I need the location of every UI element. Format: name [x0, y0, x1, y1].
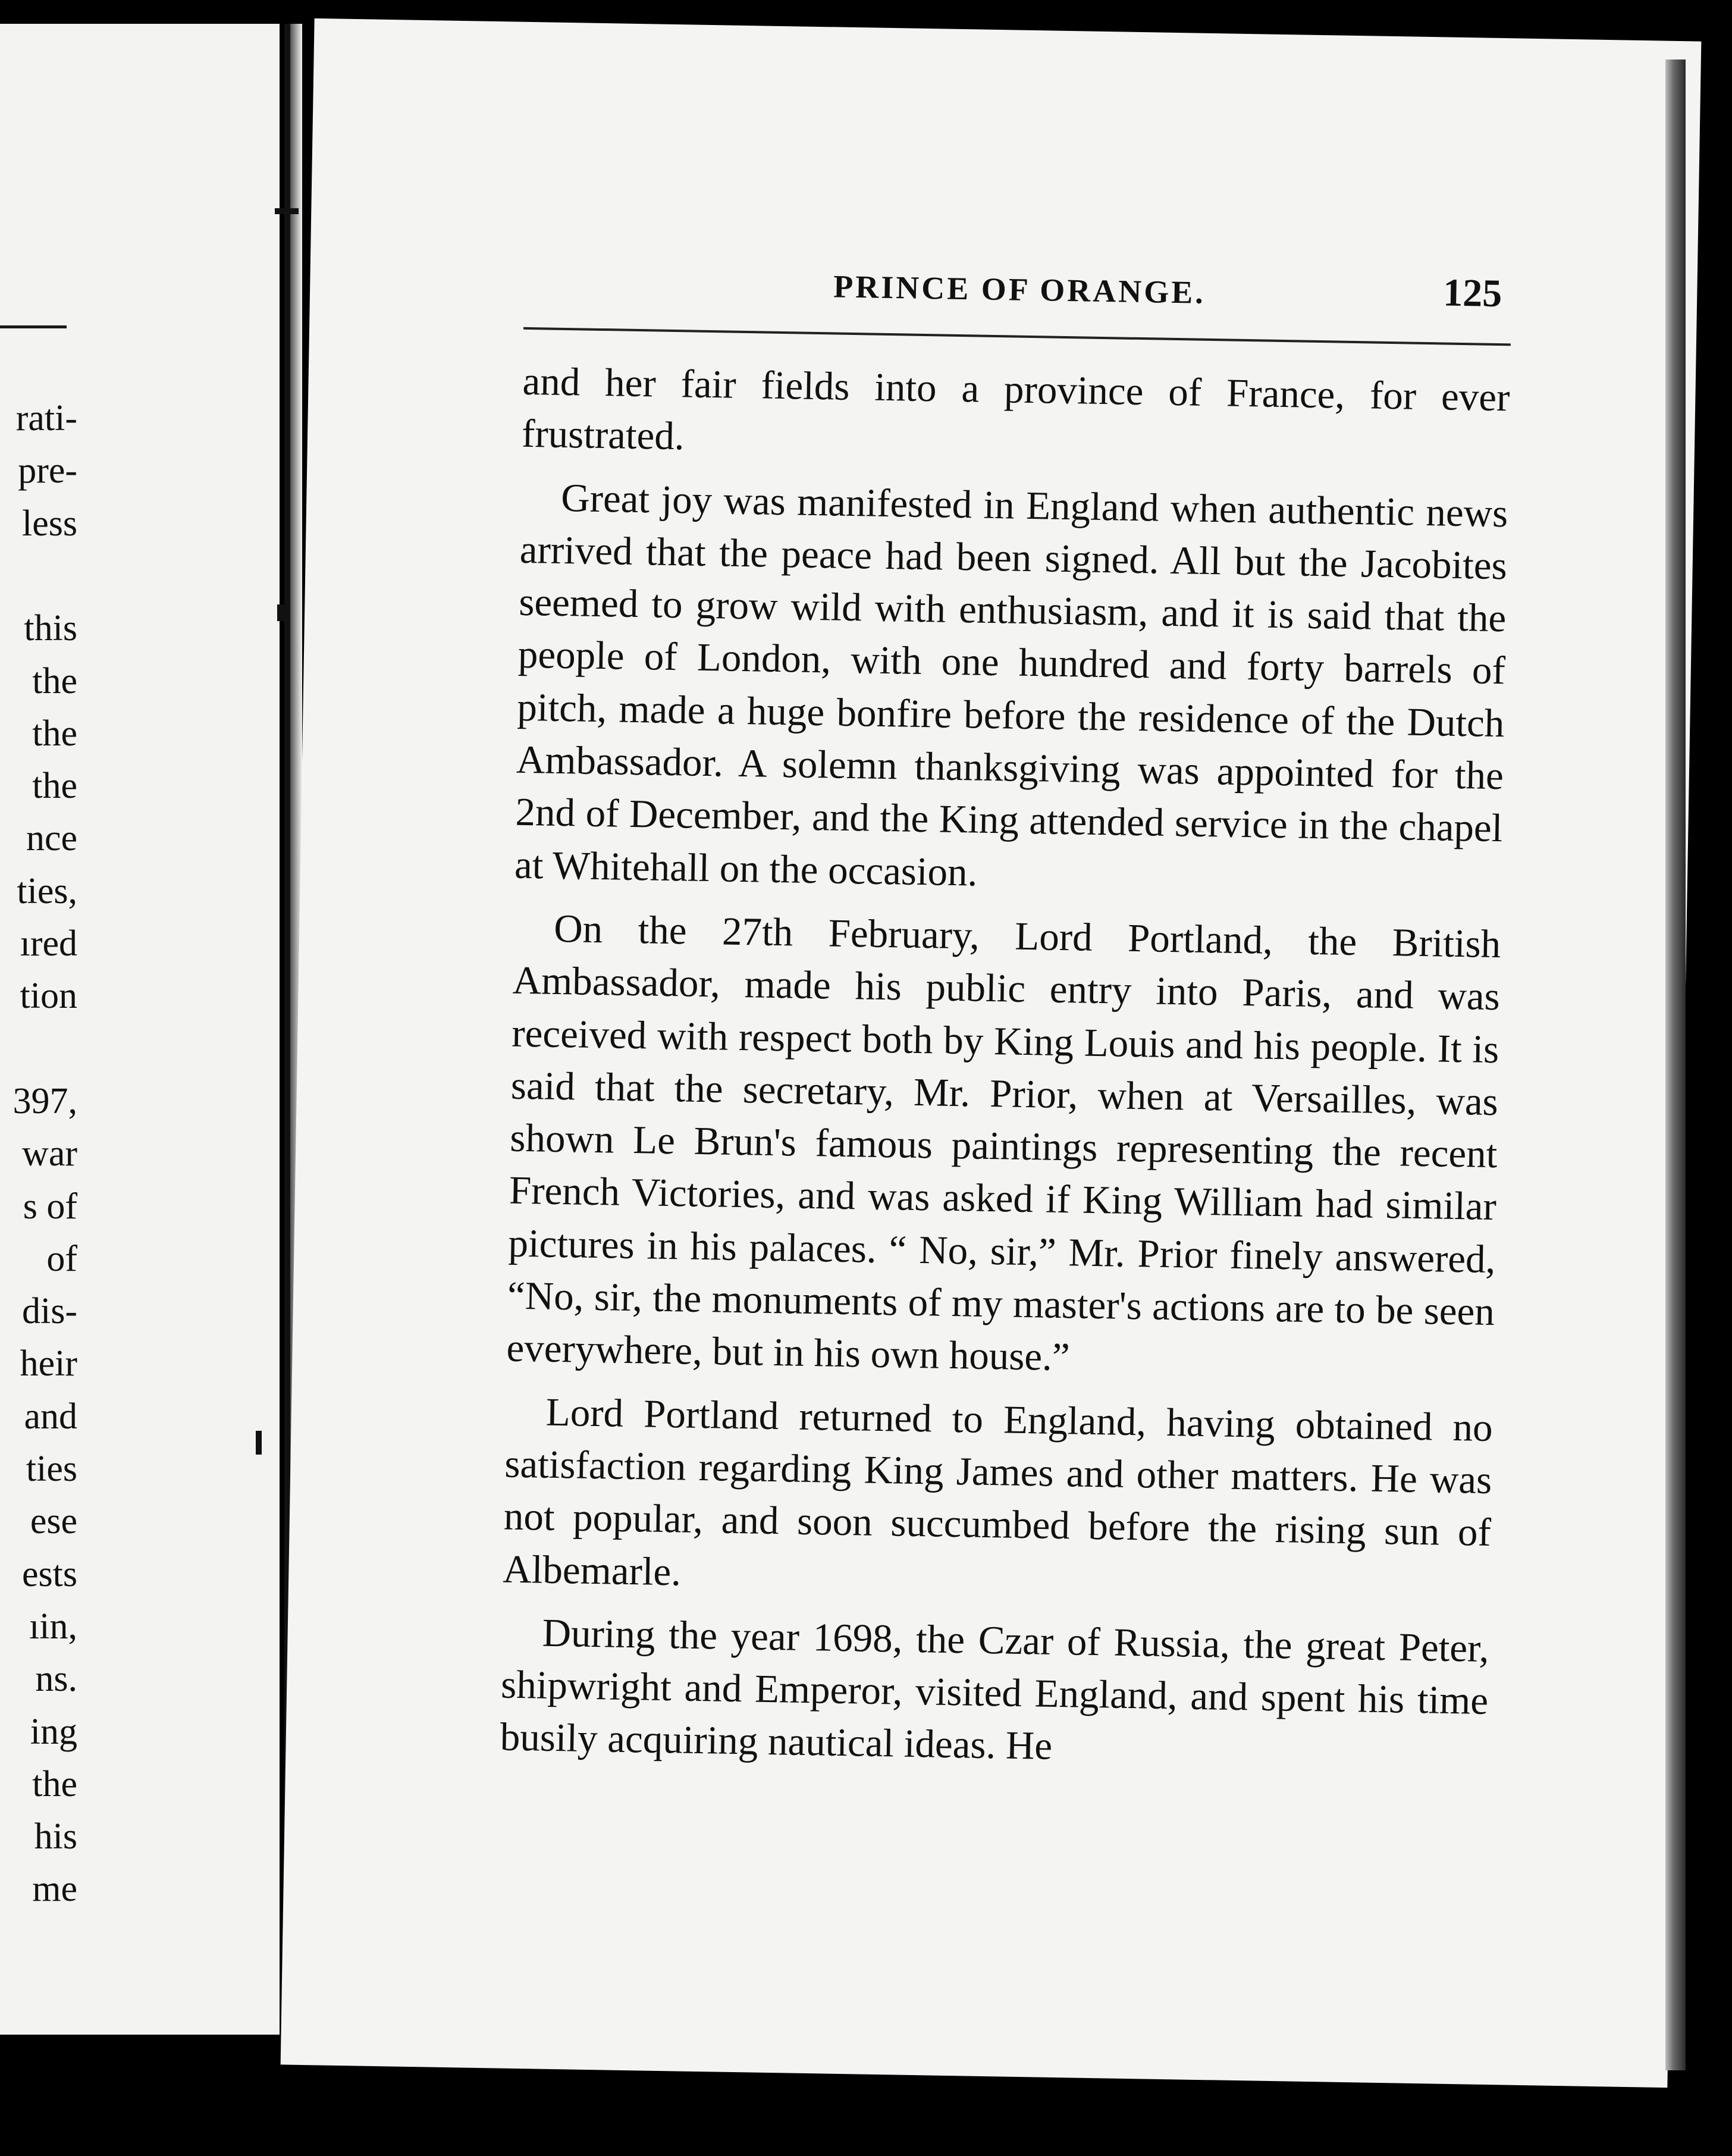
left-page-fragment: nce: [26, 818, 77, 859]
right-page: [281, 18, 1702, 2088]
left-page-fragment: rati-: [15, 398, 77, 438]
binding-mark: [275, 208, 299, 214]
page-edge: [1665, 59, 1686, 2070]
left-page-fragment: the: [32, 660, 77, 701]
body-text: [500, 355, 1510, 1791]
left-page-fragment: 397,: [12, 1080, 77, 1121]
left-page-fragment: ıred: [20, 923, 77, 964]
left-page-fragment: pre-: [18, 450, 77, 491]
paragraph: Lord Portland returned to England, having obtained no satisfaction regarding King James and other matters. He was not popular, and soon succumbed before the rising sun of Albemarle.: [502, 1390, 1493, 1594]
paragraph: On the 27th February, Lord Portland, the British Ambassador, made his public entry into Paris, and was received with respect both by King Louis and his people. It is said that the secretary, Mr. Prior, when at Versailles, was shown Le Brun's famous paintings representing the recent French Victories, and was asked if King William had similar pictures in his palaces. “ No, sir,” Mr. Prior finely answered, “No, sir, the monuments of my master's actions are to be seen everywhere, but in his own house.”: [506, 906, 1501, 1380]
left-page-fragment: the: [32, 713, 77, 754]
left-page-fragment: this: [24, 608, 77, 649]
left-page: [0, 24, 280, 2035]
left-page-fragment: ing: [30, 1711, 77, 1752]
binding-mark: [277, 604, 285, 621]
left-page-fragment: the: [32, 766, 77, 807]
left-page-fragment: ns.: [35, 1659, 77, 1700]
left-header-rule: [0, 325, 67, 328]
binding-mark: [256, 1431, 262, 1455]
paragraph: During the year 1698, the Czar of Russia, the great Peter, shipwright and Emperor, visited England, and spent his time busily acquiring nautical ideas. He: [500, 1610, 1490, 1769]
header-rule: [523, 327, 1511, 346]
page-number: 125: [1442, 271, 1502, 316]
left-page-fragment: war: [22, 1133, 77, 1174]
left-page-fragment: heir: [20, 1343, 77, 1384]
left-page-fragment: of: [46, 1238, 77, 1279]
left-page-fragment: and: [24, 1396, 77, 1437]
left-page-fragment: his: [34, 1816, 77, 1857]
left-page-fragment: ıin,: [29, 1606, 77, 1647]
left-page-fragment: ties,: [17, 870, 77, 911]
left-page-fragment: me: [32, 1869, 77, 1910]
left-page-fragment: tion: [20, 976, 77, 1017]
left-page-fragment: ese: [30, 1501, 77, 1542]
left-page-fragment: less: [22, 503, 77, 544]
left-page-fragment: ests: [22, 1553, 77, 1594]
paragraph: Great joy was manifested in England when authentic news arrived that the peace had been signed. All but the Jacobites seemed to grow wild with enthusiasm, and it is said that the people of London, with one hundred and forty barrels of pitch, made a huge bonfire before the residence of the Dutch Ambassador. A solemn thanksgiving was appointed for the 2nd of December, and the King attended service in the chapel at Whitehall on the occasion.: [514, 475, 1508, 895]
paragraph: and her fair fields into a province of France, for ever frustrated.: [521, 359, 1510, 459]
running-head: PRINCE OF ORANGE.: [833, 268, 1206, 311]
left-page-fragment: s of: [23, 1186, 77, 1227]
left-page-fragment: ties: [26, 1449, 77, 1489]
left-page-fragment: dis-: [22, 1291, 77, 1332]
left-page-fragment: the: [32, 1763, 77, 1804]
